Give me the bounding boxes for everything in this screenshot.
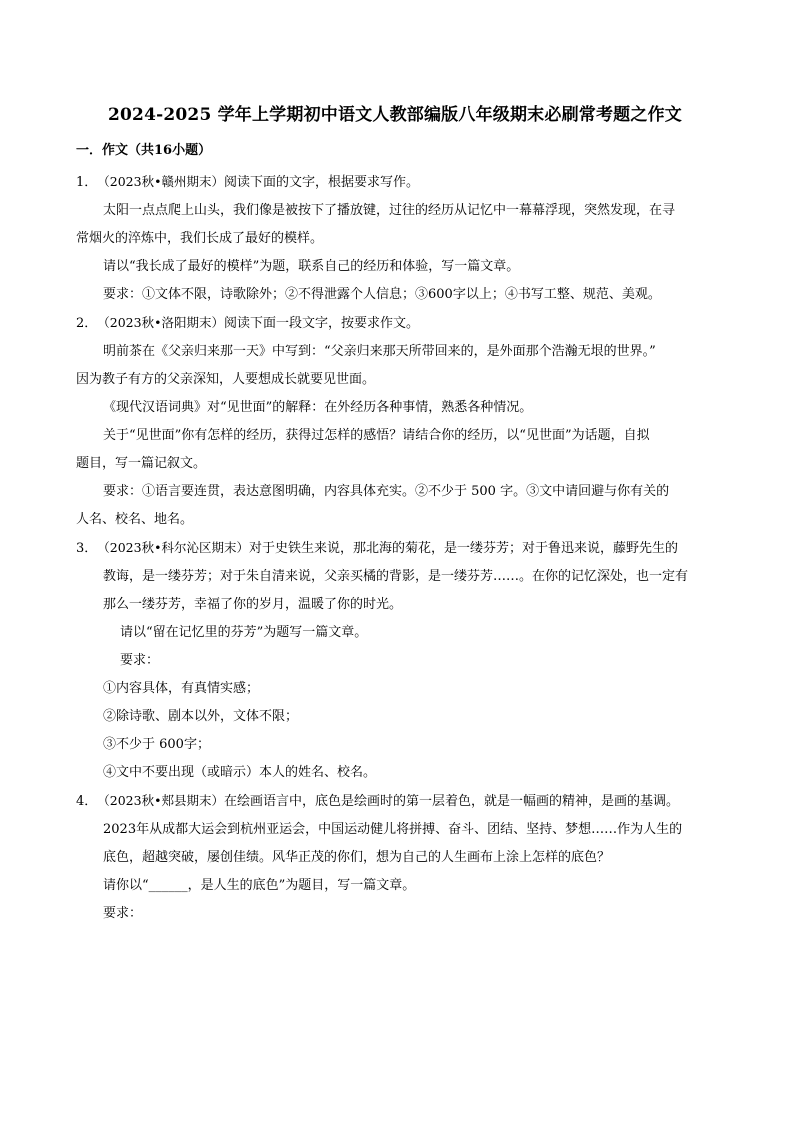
requirements-label: 要求：	[120, 653, 160, 668]
question-number: 4．	[76, 794, 98, 809]
question-2	[76, 309, 718, 534]
question-source: （2023秋•洛阳期末）	[97, 315, 224, 330]
paragraph: 教诲，是一缕芬芳；对于朱自清来说，父亲买橘的背影，是一缕芬芳……。在你的记忆深处，也一定有	[103, 569, 689, 584]
question-number: 2．	[76, 316, 98, 331]
requirements: 要求：①语言要连贯，表达意图明确，内容具体充实。②不少于 500 字。③文中请回避与你有关的	[103, 484, 670, 499]
requirement-item: ④文中不要出现（或暗示）本人的姓名、校名。	[103, 765, 377, 780]
requirements: 要求：①文体不限，诗歌除外；②不得泄露个人信息；③600字以上；④书写工整、规范、美观。	[103, 287, 661, 302]
paragraph: 《现代汉语词典》对“见世面”的解释：在外经历各种事情，熟悉各种情况。	[103, 400, 533, 415]
question-intro: 阅读下面的文字，根据要求写作。	[223, 175, 419, 190]
requirements-label: 要求：	[103, 906, 143, 921]
requirement-item: ③不少于 600字；	[103, 737, 210, 752]
paragraph: 常烟火的淬炼中，我们长成了最好的模样。	[76, 231, 324, 246]
question-2-head	[76, 309, 718, 338]
question-source: （2023秋•郏县期末）	[97, 793, 224, 808]
paragraph: 明前茶在《父亲归来那一天》中写到：“父亲归来那天所带回来的，是外面那个浩瀚无垠的世界。”	[103, 344, 656, 359]
question-4	[76, 787, 718, 928]
question-1-head	[76, 168, 718, 197]
question-number: 3．	[76, 541, 98, 556]
paragraph: 因为教子有方的父亲深知，人要想成长就要见世面。	[76, 372, 376, 387]
section-heading: 一．作文（共16小题）	[76, 143, 212, 158]
question-3	[76, 534, 718, 787]
paragraph: 太阳一点点爬上山头，我们像是被按下了播放键，过往的经历从记忆中一幕幕浮现，突然发现，在寻	[103, 203, 676, 218]
paragraph: 请以“我长成了最好的模样”为题，联系自己的经历和体验，写一篇文章。	[103, 259, 520, 274]
paragraph: 底色，超越突破，屡创佳绩。风华正茂的你们，想为自己的人生画布上涂上怎样的底色？	[103, 850, 611, 865]
requirement-item: ②除诗歌、剧本以外，文体不限；	[103, 709, 299, 724]
requirement-item: ①内容具体，有真情实感；	[103, 681, 260, 696]
paragraph: 题目，写一篇记叙文。	[76, 456, 207, 471]
page-title: 2024-2025 学年上学期初中语文人教部编版八年级期末必刷常考题之作文	[107, 105, 682, 125]
question-intro: 在绘画语言中，底色是绘画时的第一层着色，就是一幅画的精神，是画的基调。	[223, 794, 679, 809]
question-source: （2023秋•科尔沁区期末）	[97, 540, 249, 555]
question-4-head	[76, 787, 718, 816]
paragraph: 请以“留在记忆里的芬芳”为题写一篇文章。	[120, 625, 368, 640]
paragraph: 请你以“______，是人生的底色”为题目，写一篇文章。	[103, 878, 416, 893]
question-1	[76, 168, 718, 309]
question-intro: 对于史铁生来说，那北海的菊花，是一缕芬芳；对于鲁迅来说，藤野先生的	[248, 541, 678, 556]
question-3-head	[76, 534, 718, 563]
question-source: （2023秋•赣州期末）	[97, 174, 224, 189]
question-intro: 阅读下面一段文字，按要求作文。	[223, 316, 419, 331]
paragraph: 那么一缕芬芳，幸福了你的岁月，温暖了你的时光。	[103, 597, 403, 612]
question-number: 1．	[76, 175, 98, 190]
paragraph: 关于“见世面”你有怎样的经历，获得过怎样的感悟？请结合你的经历，以“见世面”为话题，自拟	[103, 428, 650, 443]
requirements: 人名、校名、地名。	[76, 512, 194, 527]
paragraph: 2023年从成都大运会到杭州亚运会，中国运动健儿将拼搏、奋斗、团结、坚持、梦想……作为人生的	[103, 822, 683, 837]
